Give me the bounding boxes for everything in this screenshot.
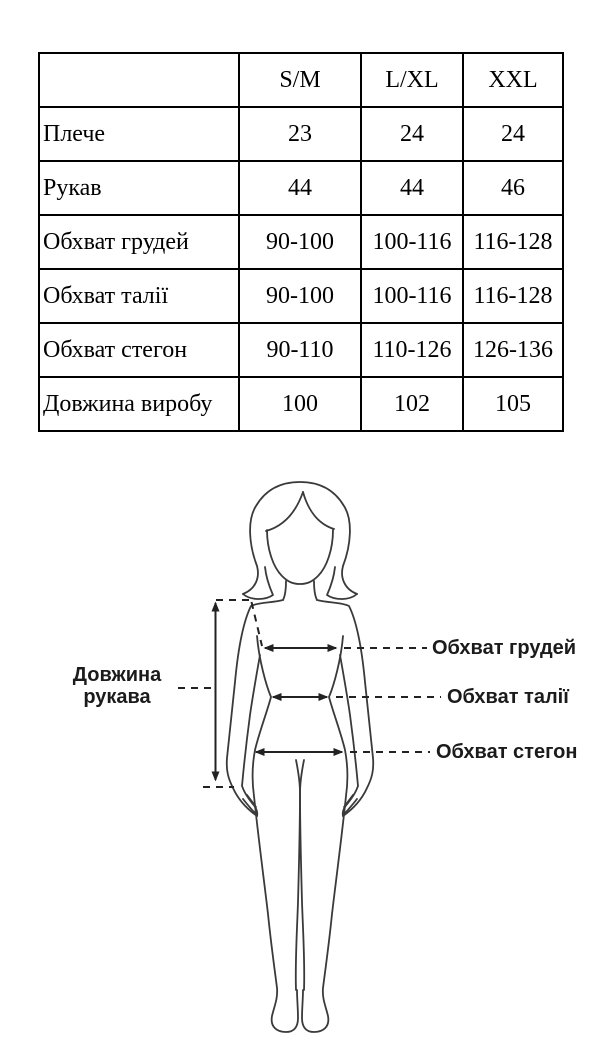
row-label: Рукав bbox=[39, 161, 239, 215]
hair-fringe-left bbox=[266, 492, 303, 531]
cell-value: 110-126 bbox=[361, 323, 463, 377]
cell-value: 100-116 bbox=[361, 215, 463, 269]
cell-value: 126-136 bbox=[463, 323, 563, 377]
cell-value: 116-128 bbox=[463, 269, 563, 323]
cell-value: 44 bbox=[239, 161, 361, 215]
cell-value: 100-116 bbox=[361, 269, 463, 323]
cell-value: 102 bbox=[361, 377, 463, 431]
woman-outline bbox=[227, 482, 374, 1032]
cell-value: 24 bbox=[463, 107, 563, 161]
row-label: Обхват стегон bbox=[39, 323, 239, 377]
face-outline bbox=[267, 530, 333, 584]
cell-value: 90-110 bbox=[239, 323, 361, 377]
row-label: Обхват грудей bbox=[39, 215, 239, 269]
hips-label: Обхват стегон bbox=[436, 741, 578, 763]
header-size-xxl: XXL bbox=[463, 53, 563, 107]
cell-value: 90-100 bbox=[239, 269, 361, 323]
header-size-sm: S/M bbox=[239, 53, 361, 107]
neck-left bbox=[283, 581, 286, 600]
cell-value: 90-100 bbox=[239, 215, 361, 269]
sleeve-length-label: Довжина рукава bbox=[72, 664, 162, 708]
cell-value: 24 bbox=[361, 107, 463, 161]
measurement-lines bbox=[178, 600, 441, 787]
header-size-lxl: L/XL bbox=[361, 53, 463, 107]
cell-value: 46 bbox=[463, 161, 563, 215]
row-label: Плече bbox=[39, 107, 239, 161]
waist-label: Обхват талії bbox=[447, 686, 569, 708]
cell-value: 100 bbox=[239, 377, 361, 431]
row-label: Довжина виробу bbox=[39, 377, 239, 431]
row-label: Обхват талії bbox=[39, 269, 239, 323]
body-measurement-figure bbox=[0, 480, 600, 1061]
chest-label: Обхват грудей bbox=[432, 637, 577, 659]
cell-value: 116-128 bbox=[463, 215, 563, 269]
cell-value: 44 bbox=[361, 161, 463, 215]
hair-fringe-right bbox=[303, 492, 334, 529]
cell-value: 105 bbox=[463, 377, 563, 431]
cell-value: 23 bbox=[239, 107, 361, 161]
neck-right bbox=[314, 581, 317, 600]
